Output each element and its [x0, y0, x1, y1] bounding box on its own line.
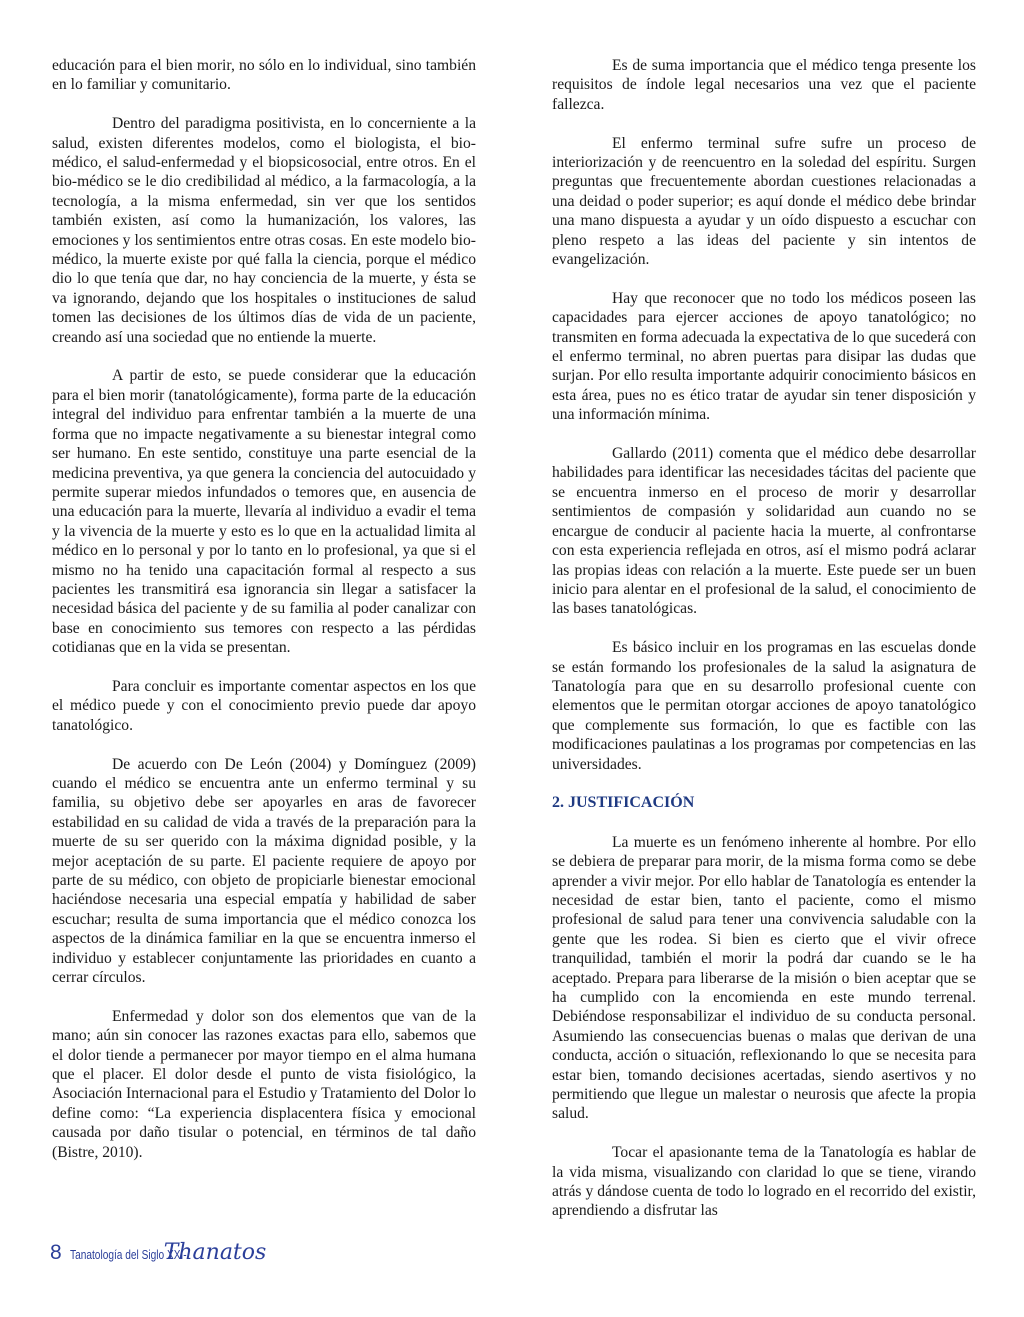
paragraph: Dentro del paradigma positivista, en lo concerniente a la salud, existen diferentes modelos, como el biologista, el bio-médico, el salud-enfermedad y el biopsicosocial, entre otros. En el bio-médico se le dio credibilidad al médico, a la farmacología, a la tecnología, a la misma enfermedad, sin ver que los sentidos también existen, así como la humanización, los valores, las emociones y los sentimientos entre otras cosas. En este modelo bio-médico, la muerte existe por qué falla la ciencia, porque el médico dio lo que tenía que dar, no hay conciencia de la muerte, y ésta se va ignorando, dejando que los hospitales o instituciones de salud tomen las decisiones de los últimos días de vida de un paciente, creando así una sociedad que no entiende la muerte. [52, 115, 476, 346]
paragraph: Es básico incluir en los programas en las escuelas donde se están formando los profesionales de la salud la asignatura de Tanatología para que en su desarrollo profesional cuente con elementos que le permitan otorgar acciones de apoyo tanatológico que complemente sus formación, lo que es factible con las modificaciones paulatinas a los programas por competencias en las universidades. [552, 639, 976, 773]
journal-name: Tanatología del Siglo XXI- [69, 1247, 187, 1262]
paragraph: Gallardo (2011) comenta que el médico debe desarrollar habilidades para identificar las necesidades tácitas del paciente que se encuentra inmerso en el proceso de morir y desarrollar sentimientos de compasión y solidaridad aun cuando no se encargue de conducir al paciente hacia la muerte, al confrontarse con esta experiencia reflejada en otros, así el mismo podrá aclarar las propias ideas con relación a la muerte. Este puede ser un buen inicio para alentar en el profesional de la salud, el conocimiento de las bases tanatológicas. [552, 445, 976, 618]
page-footer [50, 1240, 266, 1265]
right-column [552, 56, 976, 1240]
journal-logo: Thanatos [163, 1240, 267, 1265]
paragraph: De acuerdo con De León (2004) y Domínguez (2009) cuando el médico se encuentra ante un enfermo terminal y su familia, su objetivo debe ser apoyarles en aras de favorecer estabilidad en su calidad de vida a través de la preparación para la muerte de su ser querido con la máxima dignidad posible, y la mejor aceptación de su parte. El paciente requiere de apoyo por parte de su médico, con objeto de propiciarle bienestar emocional haciéndose necesaria una especial empatía y habilidad de saber escuchar; resulta de suma importancia que el médico conozca los aspectos de la dinámica familiar en la que se encuentra inmerso el individuo y establecer conjuntamente las prioridades en cuanto a cerrar círculos. [52, 755, 476, 987]
page-number: 8 [50, 1241, 62, 1264]
paragraph: Hay que reconocer que no todo los médicos poseen las capacidades para ejercer acciones de apoyo tanatológico; no transmiten en forma adecuada la expectativa de lo que sucederá con el enfermo terminal, no abren puertas para disipar las dudas que surjan. Por ello resulta importante adquirir conocimiento básicos en esta área, pues no es ético tratar de ayudar sin tener disposición y una información mínima. [552, 289, 976, 424]
left-column [52, 56, 476, 1181]
paragraph: Enfermedad y dolor son dos elementos que van de la mano; aún sin conocer las razones exactas para ello, sabemos que el dolor tiende a permanecer por mayor tiempo en el alma humana que el placer. El dolor desde el punto de vista fisiológico, la Asociación Internacional para el Estudio y Tratamiento del Dolor lo define como: “La experiencia displacentera física y emocional causada por daño tisular o potencial, en términos de tal daño (Bistre, 2010). [52, 1007, 476, 1161]
paragraph: Es de suma importancia que el médico tenga presente los requisitos de índole legal necesarios una vez que el paciente fallezca. [552, 57, 976, 113]
paragraph: Tocar el apasionante tema de la Tanatología es hablar de la vida misma, visualizando con claridad lo que se tiene, virando atrás y dándose cuenta de todo lo logrado en el recorrido del existir, aprendiendo a disfrutar las [552, 1144, 976, 1220]
paragraph: educación para el bien morir, no sólo en lo individual, sino también en lo familiar y comunitario. [52, 57, 476, 94]
paragraph: El enfermo terminal sufre sufre un proceso de interiorización y de reencuentro en la soledad del espíritu. Surgen preguntas que frecuentemente abordan cuestiones relacionadas a una deidad o poder superior; es aquí donde el médico debe brindar una mano dispuesta a ayudar y un oído dispuesto a escuchar con pleno respeto a las ideas del paciente y sin intentos de evangelización. [552, 134, 976, 269]
paragraph: A partir de esto, se puede considerar que la educación para el bien morir (tanatológicamente), forma parte de la educación integral del individuo para enfrentar también a la muerte de una forma que no impacte negativamente a su bienestar integral como ser humano. En este sentido, constituye una parte esencial de la medicina preventiva, ya que genera la conciencia del autocuidado y permite superar miedos infundados o temores que, en ausencia de una educación para la muerte, llevaría al individuo a evadir el tema y la vivencia de la muerte y esto es lo que en la actualidad limita al médico en lo personal y por lo tanto en lo profesional, ya que si el mismo no ha tenido una capacitación formal al respecto a sus pacientes les transmitirá esa ignorancia sin llegar a satisfacer la necesidad básica del paciente y de su familia al poder canalizar con base en conocimiento sus temores con respecto a las pérdidas cotidianas que en la vida se presentan. [52, 367, 476, 657]
section-heading: 2. JUSTIFICACIÓN [552, 794, 695, 812]
paragraph: La muerte es un fenómeno inherente al hombre. Por ello se debiera de preparar para morir, de la misma forma como se debe aprender a vivir mejor. Por ello hablar de Tanatología es entender la necesidad de estar bien, tanto el paciente, como el mismo profesional de salud para tener una convivencia saludable con la gente que les rodea. Si bien es cierto que el vivir ofrece tranquilidad, también el morir la podrá dar cuando se le ha aceptado. Prepara para liberarse de la misión o bien aceptar que se ha cumplido con la encomienda en este mundo terrenal. Debiéndose responsabilizar el individuo de su conducta personal. Asumiendo las consecuencias buenas o malas que derivan de una conducta, acción o situación, reflexionando lo que se necesita para estar bien, tomando decisiones acertadas, siendo asertivos y no permitiendo que llegue un malestar o neurosis que afecte la propia salud. [552, 833, 976, 1123]
paragraph: Para concluir es importante comentar aspectos en los que el médico puede y con el conocimiento previo puede dar apoyo tanatológico. [52, 677, 476, 734]
